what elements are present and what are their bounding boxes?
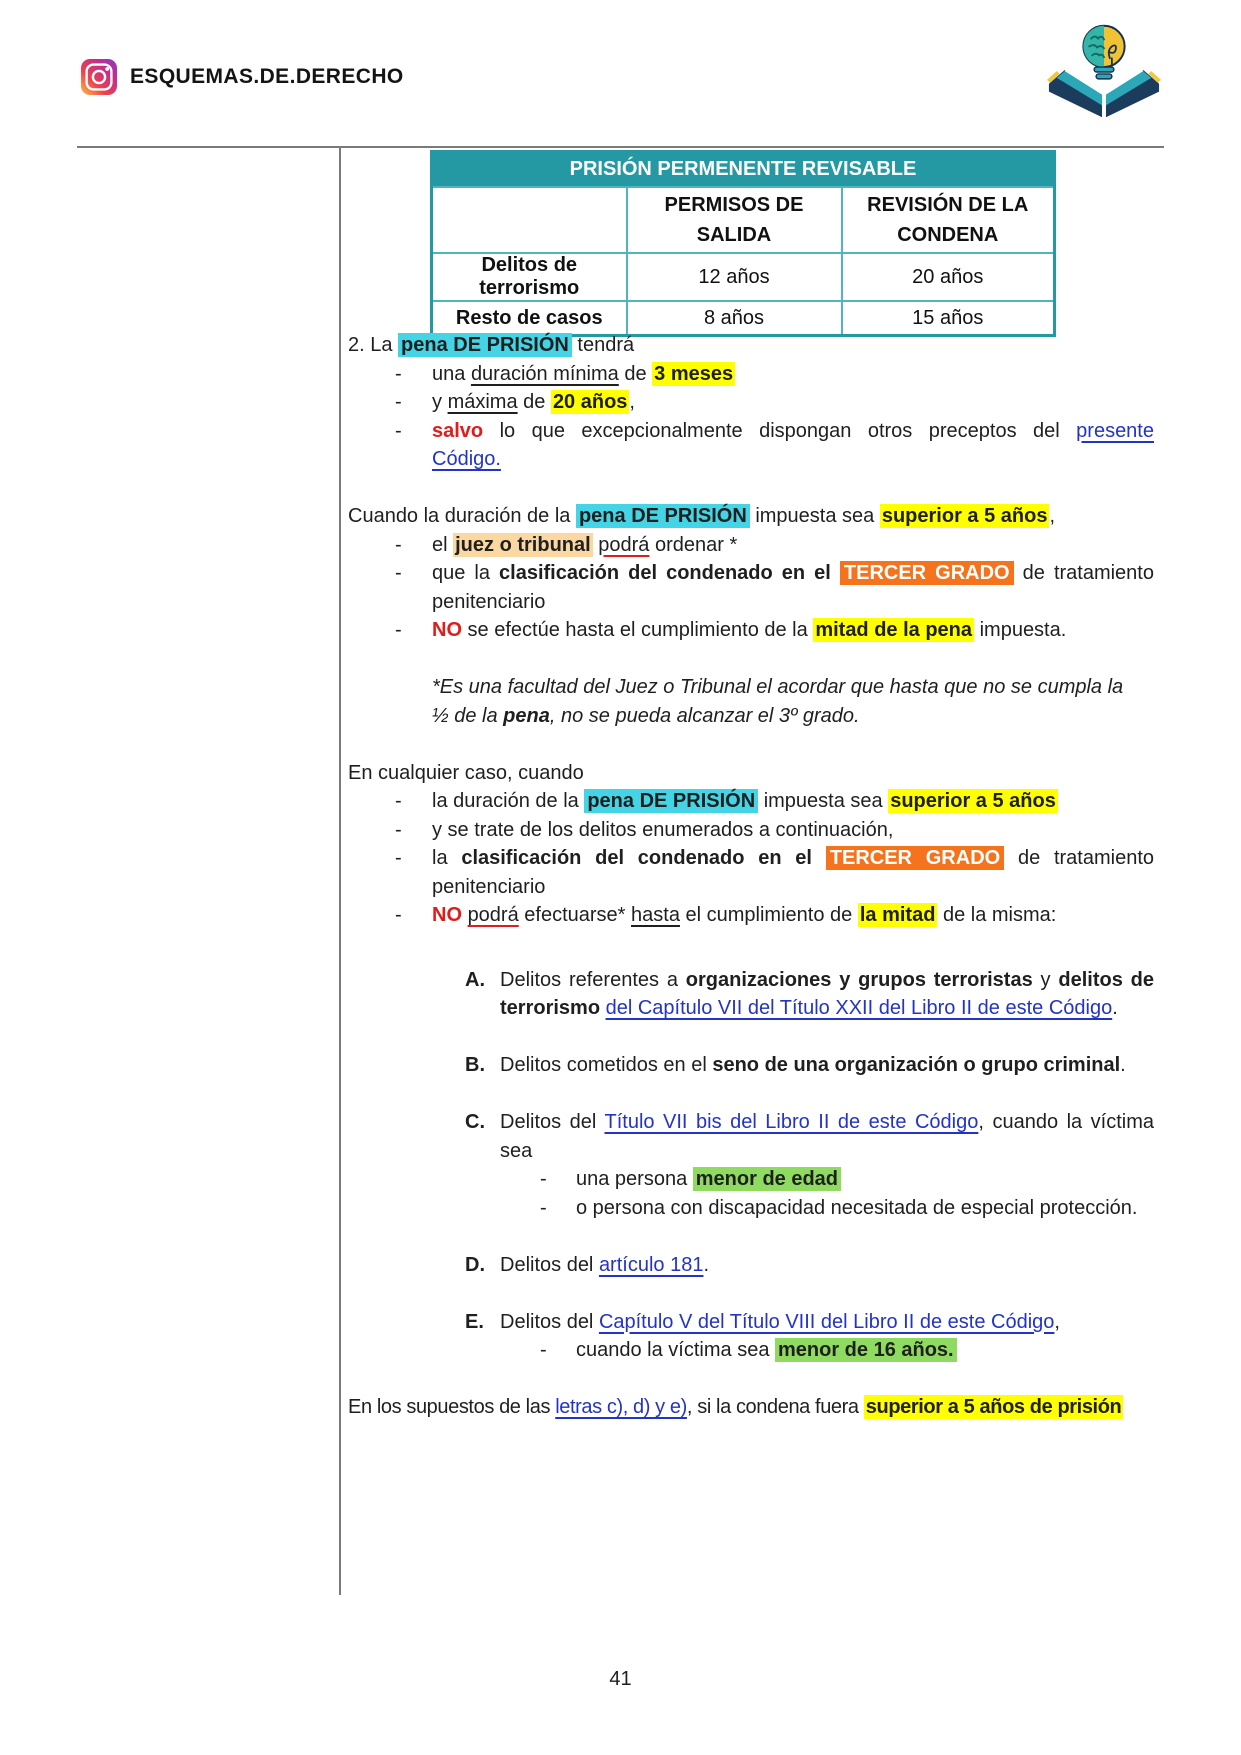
- text-line: [500, 1108, 1154, 1137]
- item-text: [500, 1108, 1154, 1165]
- lettered-item-d: [348, 1251, 1154, 1280]
- item-letter: D.: [465, 1253, 485, 1276]
- header-divider: [77, 146, 1164, 148]
- text-run: .: [1120, 1054, 1126, 1076]
- text-run: En los supuestos de las: [348, 1396, 556, 1418]
- instagram-brand: [80, 58, 404, 96]
- highlight-orange: TERCER GRADO: [840, 561, 1014, 585]
- bullet-dash: -: [395, 419, 402, 442]
- highlight-cyan: pena DE PRISIÓN: [584, 789, 758, 813]
- text-run: Cuando la duración de la: [348, 505, 576, 527]
- bullet-text: [432, 417, 1154, 474]
- text-run: y se trate de los delitos enumerados a continuación,: [432, 818, 894, 841]
- text-run: [812, 847, 826, 869]
- highlight-cyan: pena DE PRISIÓN: [398, 333, 572, 357]
- bullet-dash: -: [395, 790, 402, 812]
- text-run: impuesta sea: [749, 505, 880, 527]
- bullet-text: [432, 388, 1154, 417]
- prision-permanente-table: [430, 150, 1056, 337]
- bold-text: organizaciones y grupos terroristas: [685, 968, 1033, 991]
- text-run: ordenar *: [649, 533, 738, 556]
- table-header-permisos: [627, 187, 842, 253]
- text-run: Delitos referentes a: [500, 968, 686, 991]
- bullet-dash: -: [395, 904, 402, 926]
- text-run: efectuarse*: [518, 904, 632, 926]
- text-run: de tratamiento: [1013, 562, 1154, 584]
- underlined-text: hasta: [631, 904, 680, 926]
- item-text: [500, 1308, 1154, 1337]
- bullet-text: [432, 559, 1154, 616]
- text-run: ,: [1054, 1310, 1060, 1333]
- bullet-dash: -: [540, 1196, 547, 1219]
- text-line: [500, 1137, 1154, 1166]
- bullet-dash: -: [395, 391, 402, 413]
- bold-text: pena: [503, 704, 550, 727]
- bullet-item: [348, 816, 1154, 845]
- text-run: cuando la víctima sea: [576, 1339, 775, 1361]
- brand-logo: [1045, 14, 1163, 126]
- paragraph-final: [348, 1393, 1154, 1422]
- text-run: penitenciario: [432, 875, 546, 898]
- text-run: ½ de la: [432, 704, 504, 727]
- sub-bullet-item: [348, 1336, 1154, 1365]
- footnote-italic: [432, 673, 1154, 730]
- text-run: Delitos cometidos en el: [500, 1054, 713, 1076]
- text-run: el: [432, 533, 454, 556]
- bullet-dash: -: [395, 847, 402, 869]
- bold-text: clasificación del condenado en el: [461, 847, 812, 869]
- code-link[interactable]: artículo 181: [598, 1253, 704, 1276]
- bullet-item: [348, 901, 1154, 930]
- text-run: 2. La: [348, 334, 399, 356]
- brain-bulb-icon: [1083, 26, 1124, 79]
- bold-text: terrorismo: [500, 997, 601, 1019]
- text-run: , cuando la víctima: [978, 1111, 1155, 1133]
- bold-text: delitos de: [1058, 968, 1154, 991]
- bullet-item: [348, 559, 1154, 616]
- bullet-dash: -: [540, 1168, 547, 1190]
- header-line: CONDENA: [897, 224, 999, 246]
- text-run: la duración de la: [432, 790, 585, 812]
- text-run: de tratamiento: [1004, 847, 1155, 869]
- highlight-yellow: 20 años: [552, 391, 628, 413]
- bullet-item: [348, 844, 1154, 901]
- highlight-green: menor de 16 años.: [775, 1338, 957, 1362]
- bullet-item: [348, 531, 1154, 560]
- paragraph-cuando: [348, 502, 1154, 531]
- code-link[interactable]: Título VII bis del Libro II de este Código: [604, 1111, 979, 1133]
- text-line: [432, 588, 1154, 617]
- underlined-text: duración mínima: [470, 362, 619, 385]
- text-run: de: [517, 391, 551, 413]
- text-line: [500, 994, 1154, 1023]
- highlight-cyan: pena DE PRISIÓN: [576, 504, 750, 528]
- red-text: NO: [432, 904, 462, 926]
- text-line: [500, 966, 1154, 995]
- text-run: una persona: [576, 1168, 693, 1190]
- bullet-dash: -: [395, 818, 402, 841]
- lettered-item-c: [348, 1108, 1154, 1165]
- text-run: que la: [432, 562, 500, 584]
- code-link[interactable]: presente: [1076, 419, 1154, 442]
- bullet-dash: -: [395, 362, 402, 385]
- text-run: impuesta.: [974, 619, 1067, 641]
- header-line: PERMISOS DE: [664, 194, 804, 216]
- sub-bullet-item: [348, 1194, 1154, 1223]
- text-run: lo que excepcionalmente dispongan otros preceptos del: [483, 419, 1077, 442]
- sub-bullet-text: [576, 1194, 1154, 1223]
- instagram-handle: ESQUEMAS.DE.DERECHO: [130, 65, 404, 88]
- row-value: 20 años: [842, 253, 1055, 301]
- text-run: En cualquier caso, cuando: [348, 761, 584, 784]
- text-run: y: [432, 391, 448, 413]
- letters-link[interactable]: letras c), d) y e): [555, 1396, 687, 1418]
- red-text: salvo: [432, 419, 484, 442]
- bullet-text: [432, 816, 1154, 845]
- bullet-text: [432, 844, 1154, 901]
- bold-text: seno de una organización o grupo criminal: [712, 1054, 1121, 1076]
- bullet-item: [348, 787, 1154, 816]
- text-run: de: [618, 362, 653, 385]
- text-line: [432, 673, 1154, 702]
- bullet-item: [348, 417, 1154, 474]
- text-run: [831, 562, 840, 584]
- text-line: [432, 702, 1154, 731]
- text-run: , si la condena fuera: [686, 1396, 864, 1418]
- item-text: [500, 966, 1154, 1023]
- bullet-dash: -: [395, 562, 402, 584]
- code-link[interactable]: Código.: [432, 448, 501, 470]
- bullet-item: [348, 616, 1154, 645]
- bullet-text: [432, 531, 1154, 560]
- paragraph-intro: [348, 331, 1154, 360]
- table-header-row: [432, 187, 1055, 253]
- row-label: Delitos de terrorismo: [432, 253, 627, 301]
- bullet-dash: -: [395, 619, 402, 641]
- header-line: SALIDA: [696, 224, 772, 246]
- code-link[interactable]: Capítulo V del Título VIII del Libro II de este Código: [598, 1310, 1055, 1333]
- highlight-yellow: superior a 5 años de prisión: [865, 1396, 1122, 1418]
- bullet-text: [432, 360, 1154, 389]
- item-letter: B.: [465, 1054, 485, 1076]
- highlight-peach: juez o tribunal: [455, 533, 591, 556]
- bullet-dash: -: [540, 1339, 547, 1361]
- table-title: PRISIÓN PERMENENTE REVISABLE: [432, 152, 1055, 188]
- text-line: [432, 445, 1154, 474]
- text-run: y: [1032, 968, 1059, 991]
- text-run: , no se pueda alcanzar el 3º grado.: [549, 704, 860, 727]
- content-column-divider: [339, 146, 341, 1595]
- lettered-item-a: [348, 966, 1154, 1023]
- highlight-yellow: mitad de la pena: [815, 619, 973, 641]
- text-run: Delitos del: [500, 1253, 599, 1276]
- underlined-text: máxima: [447, 391, 518, 413]
- text-run: sea: [500, 1139, 533, 1162]
- bullet-text: [432, 616, 1154, 645]
- row-value: 15 años: [842, 301, 1055, 336]
- bullet-text: [432, 787, 1154, 816]
- text-run: .: [1112, 997, 1118, 1019]
- item-text: [500, 1051, 1154, 1080]
- text-run: Delitos del: [500, 1111, 605, 1133]
- table-title-row: [432, 152, 1055, 188]
- document-body: [348, 331, 1154, 1422]
- red-text: NO: [432, 619, 462, 641]
- bullet-item: [348, 388, 1154, 417]
- text-run: el cumplimiento de: [679, 904, 858, 926]
- table-header-revision: [842, 187, 1055, 253]
- red-underlined-text: podrá: [598, 533, 650, 556]
- text-run: o persona con discapacidad necesitada de especial protección.: [576, 1196, 1138, 1219]
- text-run: se efectúe hasta el cumplimiento de la: [462, 619, 814, 641]
- header-line: REVISIÓN DE LA: [867, 194, 1029, 216]
- table-header-empty: [432, 187, 627, 253]
- text-run: la: [432, 847, 462, 869]
- text-line: [432, 559, 1154, 588]
- page-number: 41: [609, 1668, 632, 1690]
- highlight-orange: TERCER GRADO: [826, 846, 1004, 870]
- sub-bullet-text: [576, 1336, 1154, 1365]
- item-text: [500, 1251, 1154, 1280]
- text-run: Delitos del: [500, 1310, 599, 1333]
- text-run: una: [432, 362, 471, 385]
- text-run: impuesta sea: [758, 790, 889, 812]
- row-label: Resto de casos: [432, 301, 627, 336]
- red-underlined-text: podrá: [467, 904, 519, 926]
- row-value: 12 años: [627, 253, 842, 301]
- highlight-yellow: superior a 5 años: [881, 505, 1048, 527]
- code-link[interactable]: del Capítulo VII del Título XXII del Libro II de este Código: [605, 997, 1113, 1019]
- highlight-yellow: la mitad: [859, 904, 936, 926]
- paragraph-caso: [348, 759, 1154, 788]
- highlight-green: menor de edad: [693, 1167, 841, 1191]
- highlight-yellow: superior a 5 años: [890, 790, 1056, 812]
- text-run: de la misma:: [937, 904, 1057, 926]
- bullet-dash: -: [395, 533, 402, 556]
- text-run: tendrá: [571, 334, 635, 356]
- text-run: ,: [1049, 505, 1056, 527]
- text-line: [432, 873, 1154, 902]
- text-run: *Es una facultad del Juez o Tribunal el acordar que hasta que no se cumpla la: [432, 676, 1124, 698]
- text-run: .: [703, 1253, 710, 1276]
- bullet-item: [348, 360, 1154, 389]
- item-letter: A.: [465, 968, 485, 991]
- lettered-item-b: [348, 1051, 1154, 1080]
- instagram-icon: [80, 58, 118, 96]
- text-run: ,: [629, 391, 635, 413]
- row-value: 8 años: [627, 301, 842, 336]
- page-header: [0, 0, 1241, 146]
- lettered-item-e: [348, 1308, 1154, 1337]
- sub-bullet-text: [576, 1165, 1154, 1194]
- bold-text: clasificación del condenado en el: [499, 562, 831, 584]
- sub-bullet-item: [348, 1165, 1154, 1194]
- text-line: [432, 844, 1154, 873]
- text-line: [432, 417, 1154, 446]
- bullet-text: [432, 901, 1154, 930]
- text-run: penitenciario: [432, 590, 546, 613]
- highlight-yellow: 3 meses: [654, 362, 734, 385]
- table-row: [432, 253, 1055, 301]
- item-letter: C.: [465, 1111, 485, 1133]
- item-letter: E.: [465, 1310, 484, 1333]
